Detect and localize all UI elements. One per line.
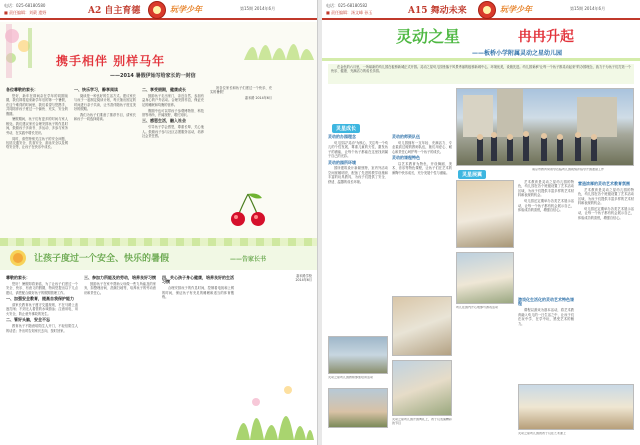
notice-column-3: [162, 274, 234, 440]
notice-signature: 嘉禾路学校 2014年6月: [295, 274, 312, 283]
feature-subtitle: ——板桥小学附属灵动之星幼儿园: [472, 50, 563, 57]
notice-paragraph: 教育孩子不随意给陌生人开门，不轻信陌生人的话语；外出时告知家长去向，按时回家。: [6, 324, 78, 333]
event-photo: [456, 252, 514, 304]
cherry-illustration: [228, 192, 268, 228]
letter-paragraph: 引导孩子学会感恩，尊重长辈，关心他人。鼓励孩子参与社区志愿服务活动，培养社会责任感。: [142, 125, 204, 139]
feature-title-a: 灵动之星: [396, 27, 461, 46]
header-phone: 电话：025-68180582: [326, 3, 368, 8]
brand-logo-text: 玩学少年: [170, 5, 202, 14]
page-a15: [322, 0, 640, 445]
notice-column-4: [240, 274, 312, 344]
main-photo-caption: 南京市教育局领导莅临幼儿园视察并指导开园准备工作: [532, 168, 605, 171]
notice-greeting: 尊敬的家长：: [6, 275, 30, 280]
feature-heading: 灵动的课程特色: [392, 155, 420, 161]
decorative-flowers: [2, 24, 46, 78]
letter-paragraph: 假期中也可以带孩子参观博物馆、科技馆等场所，开阔视野，增长知识。: [142, 108, 204, 118]
side-paragraph: 艺术教育是灵动之星幼儿园的特色，幼儿园在各个班级设置了艺术活动区域，为孩子们提供丰富多样的艺术材料和表现的机会。: [518, 180, 574, 198]
event-photo: [456, 180, 514, 248]
event-photo: [328, 388, 388, 428]
letter-column-3: [142, 86, 204, 228]
brand-logo-text: 玩学少年: [500, 5, 532, 14]
side-heading: 游戏化生活化的灵动艺术特色课程: [518, 297, 574, 307]
letter-paragraph: 暑假期间，孩子们有更多的时间与家人相处。我们建议家长合理安排孩子的作息时间，鼓励孩子多读书、多运动、多参与家务劳动，在实践中增长见识。: [6, 117, 68, 135]
side-paragraph: 幼儿园还定期举办各类艺术展示活动，让每一个孩子都有机会展示自己，体验成功的喜悦，增强自信心。: [518, 199, 574, 212]
notice-heading: 一、加强安全教育，提高自我保护能力: [6, 296, 74, 302]
main-event-photo: [456, 88, 634, 166]
letter-subtitle: ——2014 暑假伊始写给家长的一封信: [110, 73, 196, 79]
feature-heading: 灵动的师资队伍: [392, 134, 420, 139]
side-paragraph: 幼儿园还定期举办各类艺术展示活动，让每一个孩子都有机会展示自己，体验成功的喜悦，增强自信心。: [578, 207, 634, 220]
feature-paragraph: 园所建筑设计新颖独特，室内外活动空间宽敞明亮，配备了先进的教学设施和丰富的玩具教具，为孩子们提供了安全、舒适、温馨的成长环境。: [328, 166, 388, 184]
notice-heading: 二、管好头脑，安全不忘: [6, 317, 50, 323]
event-photo: [392, 296, 452, 356]
feature-lead: [328, 64, 634, 84]
page-header-a15: [322, 0, 640, 20]
feature-title-b: 冉冉升起: [518, 29, 574, 45]
event-photo: [518, 384, 634, 430]
header-editor: ■ 责任编辑：汤文峰 孙玉: [326, 10, 373, 15]
feature-column-3: [518, 180, 574, 290]
event-photo: [328, 336, 388, 374]
letter-paragraph: 阅读是一种良好的生活方式。建议家长与孩子一起制定阅读计划，每天抽出固定的时间进行亲子共读，让书香伴随孩子度过美好的假期。: [74, 93, 136, 112]
section-tag: 灵星展翼: [458, 170, 486, 179]
issue-info: 第15期 2014年6月: [240, 6, 276, 11]
letter-greeting: 各位尊敬的家长：: [6, 87, 38, 92]
newspaper-seal-logo: [148, 1, 166, 19]
event-photo: [392, 360, 452, 416]
feature-column-1: [328, 133, 388, 333]
header-editor: ■ 责任编辑：刘葳 遗野: [4, 10, 47, 15]
letter-column-2: [74, 86, 136, 228]
letter-title: 携手相伴 别样马年: [56, 54, 166, 68]
letter-section-heading: 一、快乐学习，静享阅读: [74, 87, 118, 92]
letter-section-heading: 三、感恩生活，融入社会: [142, 118, 186, 124]
notice-column-1: [6, 274, 78, 440]
side-paragraph: 课程以游戏为基本活动，将艺术教育融入幼儿的一日生活之中，让孩子们在玩中学、在学中玩，感受艺术的魅力。: [518, 308, 574, 326]
feature-column-4: [578, 180, 634, 380]
photo-caption: 幼儿在园内开心地参与游戏活动: [456, 306, 499, 309]
letter-signature: 嘉禾路 2014年6月: [244, 96, 272, 101]
feature-heading: 灵动的办园理念: [328, 134, 356, 139]
page-header-a2: [0, 0, 317, 20]
letter-paragraph: 同时，请您特别关注孩子的安全问题，包括交通安全、饮食安全、游泳安全以及网络安全等，让孩子在快乐中成长。: [6, 136, 68, 150]
title-divider: [322, 58, 640, 61]
notice-column-2: [84, 274, 156, 440]
notice-title: 让孩子度过一个安全、快乐的暑假: [34, 254, 170, 264]
letter-paragraph: 祝各位家长和孩子们度过一个快乐、充实的暑假！: [210, 86, 272, 95]
letter-column-4: [210, 86, 272, 176]
page-a2: [0, 0, 318, 445]
decorative-wave-border: [0, 238, 317, 246]
feature-heading: 灵动的园所环境: [328, 159, 356, 165]
notice-paragraph: 鼓励孩子在家中帮助父母做一些力所能及的家务，如整理房间、洗碗扫地等，培养孩子的劳动意识和责任心。: [84, 281, 156, 295]
side-paragraph: 艺术教育是灵动之星幼儿园的特色，幼儿园在各个班级设置了艺术活动区域，为孩子们提供丰富多样的艺术材料和表现的机会。: [578, 187, 634, 206]
newspaper-seal-logo: [478, 1, 496, 19]
decorative-grass: [244, 24, 314, 60]
notice-intro: 您好！暑假即将来临，为了让孩子们度过一个安全、快乐、有意义的假期，特向您提出以下几点建议，请您配合做好孩子的假期管理工作。: [6, 281, 78, 295]
issue-info: 第15期 2014年6月: [570, 6, 606, 11]
feature-paragraph: 幼儿园以"灵动"为核心，关注每一个幼儿的个性发展，尊重儿童的天性，激发孩子的潜能，让每个孩子都能在这里找到属于自己的光彩。: [328, 140, 388, 159]
letter-column-1: [6, 86, 68, 228]
photo-caption: 灵动之星幼儿园开园典礼上，孩子们表演精彩的节目: [392, 418, 452, 425]
letter-paragraph: 我们为孩子们准备了推荐书目，请家长和孩子一同选择阅读。: [74, 113, 136, 122]
section-name: A2 自主育德: [88, 6, 141, 16]
section-name: A15 舞动未来: [408, 6, 467, 16]
photo-caption: 灵动之星幼儿园教师参加培训活动: [328, 376, 374, 379]
feature-lead-text: 在金色的六月里，一所崭新的幼儿园在板桥新城正式开园。灵动之星幼儿园坐落于风景秀丽的板桥新城中心，环境优美，设施先进。幼儿园秉承"让每一个孩子都灵动起来"的办园理念，致力于为孩子们打造一个快乐、健康、充满活力的成长乐园。: [331, 65, 631, 74]
notice-heading: 三、参加力所能及的劳动，培养良好习惯: [84, 275, 156, 280]
letter-paragraph: 您好，新年在即间杂在学年的同期前期，我们即将迎来新学年后的第一个暑假，在这个难得的时间里，我们希望与您携手，共同陪伴孩子度过一个愉快、充实、安全的假期。: [6, 93, 68, 116]
photo-caption: 灵动之星幼儿园的孩子们在艺术课上: [518, 432, 567, 435]
sun-icon: [4, 247, 32, 269]
grass-illustration: [236, 376, 314, 440]
letter-section-heading: 二、享受假期，健康成长: [142, 87, 186, 92]
notice-paragraph: 合理安排孩子的作息时间，控制看电视和上网的时间，保证孩子有充足的睡眠和适当的体育锻炼。: [162, 286, 234, 300]
section-tag: 灵星成长: [332, 124, 360, 133]
notice-paragraph: 请家长教育孩子遵守交通规则，不在马路上追逐打闹；不到无人看管的水域游泳；注意用电、用火安全，防止意外事故的发生。: [6, 303, 78, 316]
feature-column-5: [518, 296, 574, 396]
feature-paragraph: 以艺术教育为特色，开设舞蹈、美术、音乐等特色课程，让孩子们在艺术的熏陶中快乐成长，充分发展个性与潜能。: [392, 162, 452, 175]
side-heading: 营造浓厚的灵动艺术教育氛围: [578, 181, 630, 186]
feature-column-2: [392, 133, 452, 293]
header-phone: 电话：025-68180580: [4, 3, 46, 8]
feature-paragraph: 幼儿园拥有一支年轻、充满活力、专业素质过硬的教师队伍，她们用爱心、耐心和责任心呵护每一个孩子的成长。: [392, 140, 452, 154]
notice-heading: 四、关心孩子身心健康，培养良好的生活习惯: [162, 275, 234, 285]
letter-paragraph: 鼓励孩子走出家门，亲近自然，参加有益身心的户外活动。合理安排作息，保证充足的睡眠和均衡的营养。: [142, 93, 204, 107]
notice-title-suffix: ——告家长书: [230, 256, 267, 263]
